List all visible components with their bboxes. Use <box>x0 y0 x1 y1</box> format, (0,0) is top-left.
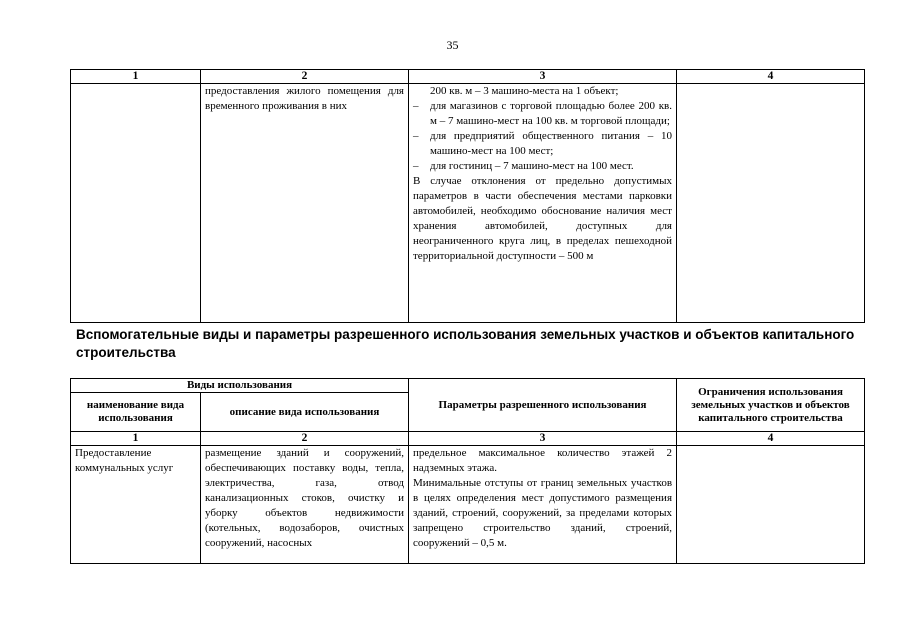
limits-header: Ограничения использования земельных участков и объектов капитального строительства <box>677 379 865 432</box>
use-description-header: описание вида использования <box>201 393 409 432</box>
column-number-1: 1 <box>71 432 201 446</box>
cell-use-description <box>201 84 409 323</box>
column-number-4: 4 <box>677 432 865 446</box>
column-number-row <box>71 70 865 84</box>
cell-restrictions <box>677 84 865 323</box>
column-number-row <box>71 432 865 446</box>
parameters-table-continued <box>70 69 865 323</box>
list-item-text: для магазинов с торговой площадью более 200 кв. м – 7 машино-мест на 100 кв. м торговой площади; <box>430 100 672 127</box>
column-number-3: 3 <box>409 70 677 84</box>
uses-group-header: Виды использования <box>71 379 409 393</box>
column-number-1: 1 <box>71 70 201 84</box>
header-row-group <box>71 379 865 393</box>
list-item <box>413 159 672 174</box>
cell-use-name <box>71 84 201 323</box>
dash-bullet-icon: – <box>413 130 419 142</box>
column-number-2: 2 <box>201 432 409 446</box>
column-number-4: 4 <box>677 70 865 84</box>
parameters-lead-line: 200 кв. м – 3 машино-места на 1 объект; <box>430 85 619 97</box>
use-name-text: Предоставление коммунальных услуг <box>75 447 174 474</box>
table-row <box>71 84 865 323</box>
cell-use-name <box>71 446 201 564</box>
cell-use-description <box>201 446 409 564</box>
use-name-header: наименование вида использования <box>71 393 201 432</box>
dash-bullet-icon: – <box>413 100 419 112</box>
column-number-2: 2 <box>201 70 409 84</box>
parameters-list <box>413 84 672 174</box>
section-title: Вспомогательные виды и параметры разрешенного использования земельных участков и объектов капитального строительства <box>76 327 855 360</box>
max-floors-text: предельное максимальное количество этажей 2 надземных этажа. <box>413 447 673 474</box>
parking-deviation-paragraph: В случае отклонения от предельно допустимых параметров в части обеспечения местами парковки автомобилей, необходимо обоснование наличия мест хранения автомобилей, доступных для неограниченного круга лиц, в пределах пешеходной территориальной доступности – 500 м <box>413 175 672 262</box>
table-row <box>71 446 865 564</box>
list-item <box>413 129 672 159</box>
list-item-text: для гостиниц – 7 машино-мест на 100 мест. <box>430 160 634 172</box>
list-item <box>413 99 672 129</box>
use-description-text: предоставления жилого помещения для временного проживания в них <box>205 85 404 112</box>
dash-bullet-icon: – <box>413 160 419 172</box>
page-number: 35 <box>446 38 459 52</box>
list-item-text: для предприятий общественного питания – 10 машино-мест на 100 мест; <box>430 130 672 157</box>
min-setbacks-text: Минимальные отступы от границ земельных участков в целях определения мест допустимого размещения зданий, строений, сооружений, за пределами которых запрещено строительство зданий, строений, сооружений – 0,5 м. <box>413 477 673 549</box>
cell-restrictions <box>677 446 865 564</box>
column-number-3: 3 <box>409 432 677 446</box>
auxiliary-uses-table <box>70 378 865 564</box>
cell-parameters <box>409 446 677 564</box>
cell-parameters <box>409 84 677 323</box>
use-description-text: размещение зданий и сооружений, обеспечивающих поставку воды, тепла, электричества, газа, отвод канализационных стоков, очистку и уборку объектов недвижимости (котельных, водозаборов, очистных сооружений, насосных <box>205 447 405 549</box>
params-header: Параметры разрешенного использования <box>409 379 677 432</box>
